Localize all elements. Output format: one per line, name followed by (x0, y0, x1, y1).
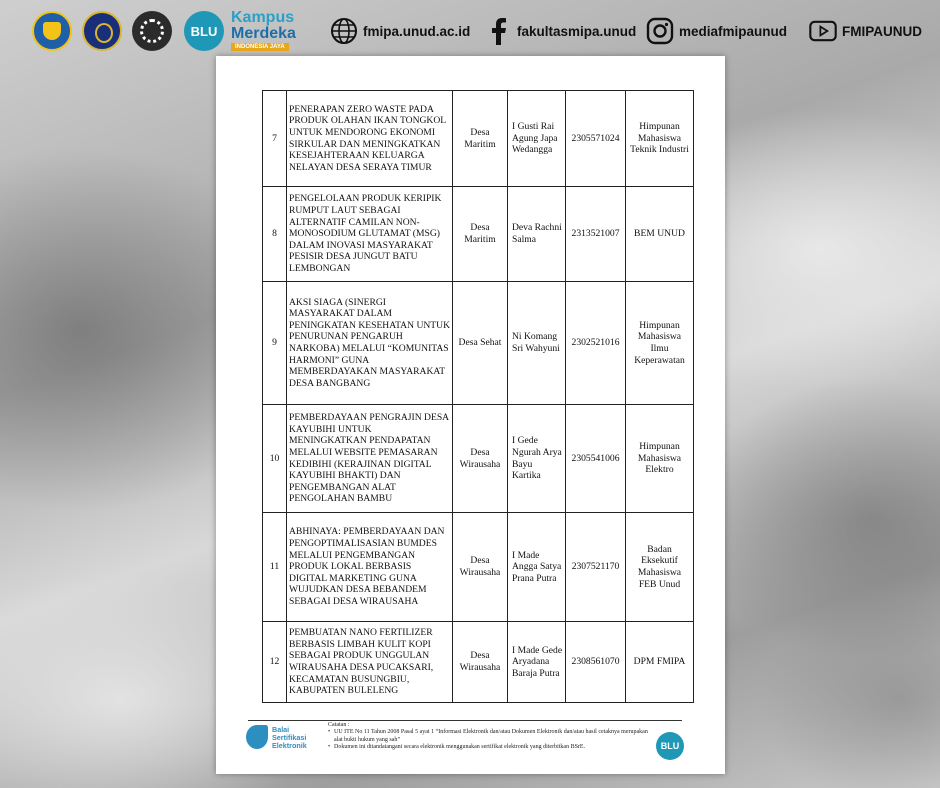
social-facebook[interactable] (484, 16, 636, 46)
table-row (263, 622, 694, 703)
blu-logo: BLU (184, 11, 224, 51)
globe-icon (330, 17, 358, 45)
organization: Badan Eksekutif Mahasiswa FEB Unud (626, 513, 694, 622)
row-number: 9 (263, 282, 287, 405)
program-category: Desa Wirausaha (453, 513, 508, 622)
social-website[interactable] (330, 16, 470, 46)
bse-logo-icon (246, 725, 268, 749)
program-title: PEMBUATAN NANO FERTILIZER BERBASIS LIMBAH KULIT KOPI SEBAGAI PRODUK UNGGULAN WIRAUSAHA DESA PUCAKSARI, KECAMATAN BUSUNGBIU, KABUPATEN BULELENG (287, 622, 453, 703)
program-title: ABHINAYA: PEMBERDAYAAN DAN PENGOPTIMALISASIAN BUMDES MELALUI PENGEMBANGAN PRODUK LOKAL BERBASIS DIGITAL MARKETING GUNA WUJUDKAN DESA BEBANDEM SEBAGAI DESA WIRAUSAHA (287, 513, 453, 622)
student-nim: 2313521007 (566, 187, 626, 282)
student-nim: 2305541006 (566, 405, 626, 513)
student-nim: 2308561070 (566, 622, 626, 703)
table-row (263, 405, 694, 513)
program-title: AKSI SIAGA (SINERGI MASYARAKAT DALAM PENINGKATAN KESEHATAN UNTUK PENURUNAN PENGARUH NARKOBA) MELALUI “KOMUNITAS HARMONI” GUNA MEMBERDAYAKAN MASYARAKAT DESA BANGBANG (287, 282, 453, 405)
organization: DPM FMIPA (626, 622, 694, 703)
social-website-label: fmipa.unud.ac.id (363, 23, 471, 39)
row-number: 8 (263, 187, 287, 282)
facebook-icon (484, 17, 512, 45)
program-category: Desa Maritim (453, 187, 508, 282)
student-nim: 2302521016 (566, 282, 626, 405)
social-instagram[interactable] (646, 16, 787, 46)
organization: BEM UNUD (626, 187, 694, 282)
organization: Himpunan Mahasiswa Elektro (626, 405, 694, 513)
note-item: • Dokumen ini ditandatangani secara elektronik menggunakan sertifikat elektronik yang diterbitkan BSrE. (328, 744, 648, 751)
table-row (263, 282, 694, 405)
program-title: PEMBERDAYAAN PENGRAJIN DESA KAYUBIHI UNTUK MENINGKATKAN PENDAPATAN MELALUI WEBSITE PEMASARAN KEDIBIHI (KERAJINAN DIGITAL KAYUBIHI BHAKTI) DAN PENGEMBANGAN ALAT PENGOLAHAN BAMBU (287, 405, 453, 513)
note-item: • UU ITE No 11 Tahun 2008 Pasal 5 ayat 1 “Informasi Elektronik dan/atau Dokumen Elektronik dan/atau hasil cetaknya merupakan alat bukti hukum yang sah” (328, 729, 648, 744)
kampus-merdeka-tagline: INDONESIA JAYA (231, 43, 289, 51)
social-instagram-label: mediafmipaunud (679, 23, 788, 39)
social-header (0, 0, 940, 62)
kampus-merdeka-line2: Merdeka (231, 25, 296, 42)
program-title: PENERAPAN ZERO WASTE PADA PRODUK OLAHAN IKAN TONGKOL UNTUK MENDORONG EKONOMI SIRKULAR DAN MENINGKATKAN KESEJAHTERAAN KELUARGA NELAYAN DESA SERAYA TIMUR (287, 91, 453, 187)
student-name: Deva Rachni Salma (508, 187, 566, 282)
kampus-merdeka-logo (231, 10, 313, 50)
program-category: Desa Wirausaha (453, 405, 508, 513)
student-nim: 2307521170 (566, 513, 626, 622)
student-nim: 2305571024 (566, 91, 626, 187)
fmipa-logo-icon (132, 11, 172, 51)
social-facebook-label: fakultasmipa.unud (517, 23, 637, 39)
social-youtube-label: FMIPAUNUD (842, 23, 922, 39)
row-number: 7 (263, 91, 287, 187)
notes-title: Catatan : (328, 722, 350, 728)
table-row (263, 91, 694, 187)
kampus-merdeka-line1: Kampus (231, 9, 295, 26)
unud-logo-icon (82, 11, 122, 51)
footer-notes (328, 722, 648, 752)
row-number: 12 (263, 622, 287, 703)
organization: Himpunan Mahasiswa Ilmu Keperawatan (626, 282, 694, 405)
table-row (263, 513, 694, 622)
program-title: PENGELOLAAN PRODUK KERIPIK RUMPUT LAUT SEBAGAI ALTERNATIF CAMILAN NON-MONOSODIUM GLUTAMAT (MSG) DALAM INOVASI MASYARAKAT PESISIR DESA JUNGUT BATU LEMBONGAN (287, 187, 453, 282)
student-name: I Made Angga Satya Prana Putra (508, 513, 566, 622)
student-name: I Gusti Rai Agung Japa Wedangga (508, 91, 566, 187)
blu-footer-logo: BLU (656, 732, 684, 760)
bse-logo (246, 725, 312, 755)
organization: Himpunan Mahasiswa Teknik Industri (626, 91, 694, 187)
program-category: Desa Sehat (453, 282, 508, 405)
footer-divider (248, 720, 682, 721)
youtube-icon (809, 17, 837, 45)
row-number: 11 (263, 513, 287, 622)
kemendikbud-logo-icon (32, 11, 72, 51)
student-name: Ni Komang Sri Wahyuni (508, 282, 566, 405)
student-name: I Made Gede Aryadana Baraja Putra (508, 622, 566, 703)
program-category: Desa Maritim (453, 91, 508, 187)
program-table (262, 90, 694, 703)
row-number: 10 (263, 405, 287, 513)
social-youtube[interactable] (809, 16, 922, 46)
document-page (216, 56, 725, 774)
table-row (263, 187, 694, 282)
bse-logo-text: Balai Sertifikasi Elektronik (272, 725, 307, 750)
instagram-icon (646, 17, 674, 45)
student-name: I Gede Ngurah Arya Bayu Kartika (508, 405, 566, 513)
program-category: Desa Wirausaha (453, 622, 508, 703)
